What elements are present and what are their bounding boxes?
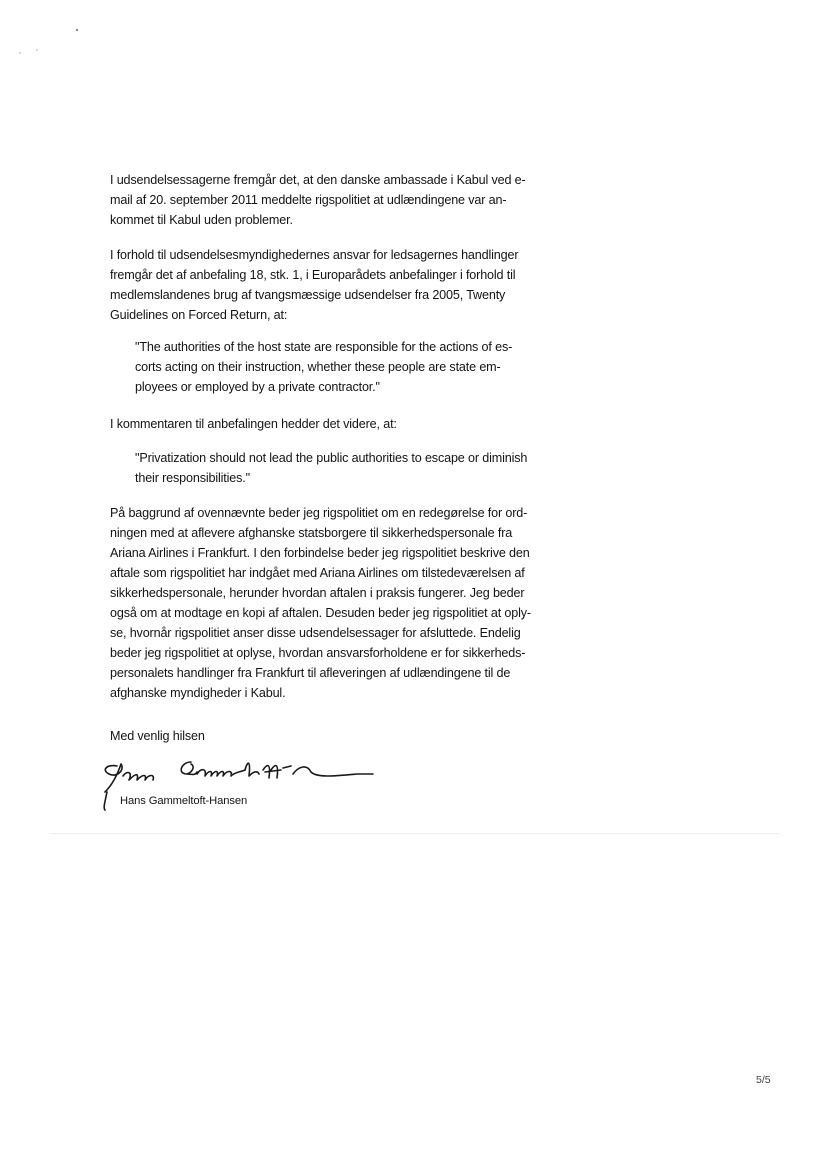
- text-line: corts acting on their instruction, whether these people are state em-: [135, 360, 501, 374]
- text-line: I udsendelsessagerne fremgår det, at den danske ambassade i Kabul ved e-: [110, 173, 526, 187]
- text-line: Ariana Airlines i Frankfurt. I den forbindelse beder jeg rigspolitiet beskrive den: [110, 546, 530, 560]
- paragraph-3: [110, 414, 397, 434]
- paragraph-1: [110, 170, 526, 230]
- text-line: afghanske myndigheder i Kabul.: [110, 686, 286, 700]
- text-line: Guidelines on Forced Return, at:: [110, 308, 288, 322]
- page-number: 5/5: [756, 1074, 771, 1086]
- closing-salutation: Med venlig hilsen: [110, 729, 205, 743]
- text-line: også om at modtage en kopi af aftalen. Desuden beder jeg rigspolitiet at oply-: [110, 606, 531, 620]
- text-line: I forhold til udsendelsesmyndighedernes ansvar for ledsagernes handlinger: [110, 248, 519, 262]
- scan-specks: [0, 0, 120, 60]
- text-line: aftale som rigspolitiet har indgået med Ariana Airlines om tilstedeværelsen af: [110, 566, 525, 580]
- paragraph-2: [110, 245, 518, 325]
- text-line: medlemslandenes brug af tvangsmæssige udsendelser fra 2005, Twenty: [110, 288, 506, 302]
- text-line: ployees or employed by a private contractor.": [135, 380, 380, 394]
- text-line: their responsibilities.": [135, 471, 250, 485]
- text-line: personalets handlinger fra Frankfurt til afleveringen af udlændingene til de: [110, 666, 511, 680]
- signer-name: Hans Gammeltoft-Hansen: [120, 795, 248, 807]
- text-line: beder jeg rigspolitiet at oplyse, hvordan ansvarsforholdene er for sikkerheds-: [110, 646, 526, 660]
- scan-artifact-line: [50, 833, 780, 834]
- text-line: sikkerhedspersonale, herunder hvordan aftalen i praksis fungerer. Jeg beder: [110, 586, 525, 600]
- text-line: På baggrund af ovennævnte beder jeg rigspolitiet om en redegørelse for ord-: [110, 506, 528, 520]
- text-line: mail af 20. september 2011 meddelte rigspolitiet at udlændingene var an-: [110, 193, 507, 207]
- paragraph-4: [110, 503, 531, 703]
- quote-1: [135, 337, 512, 397]
- text-line: kommet til Kabul uden problemer.: [110, 213, 293, 227]
- text-line: "Privatization should not lead the public authorities to escape or diminish: [135, 451, 528, 465]
- text-line: "The authorities of the host state are responsible for the actions of es-: [135, 340, 513, 354]
- quote-2: [135, 448, 527, 488]
- text-line: ningen med at aflevere afghanske statsborgere til sikkerhedspersonale fra: [110, 526, 513, 540]
- text-line: fremgår det af anbefaling 18, stk. 1, i Europarådets anbefalinger i forhold til: [110, 268, 516, 282]
- text-line: I kommentaren til anbefalingen hedder det videre, at:: [110, 417, 397, 431]
- handwritten-signature: [95, 752, 385, 827]
- text-line: se, hvornår rigspolitiet anser disse udsendelsessager for afsluttede. Endelig: [110, 626, 521, 640]
